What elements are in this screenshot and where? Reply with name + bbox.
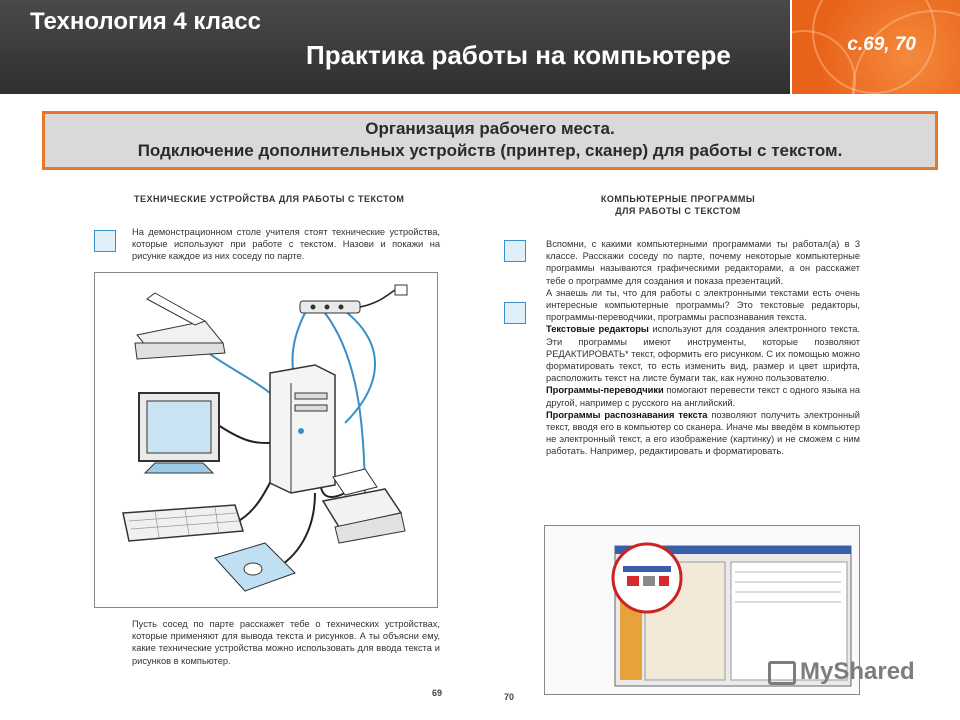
page-70-paragraph-2: А знаешь ли ты, что для работы с электронными текстами есть очень интересные компьютерные программы? Это текстовые редакторы, программы-переводчики, программы распознавания текста. bbox=[546, 287, 860, 323]
textbook-page-70 bbox=[492, 180, 864, 708]
page-70-paragraph-5: Программы распознавания текста позволяют получить электронный текст, вводя его в компьютер со сканера. Иначе мы введём в компьютер не электронный текст, а его изображение (картинку) и не сможем с ним работать. Например, редактировать и форматировать. bbox=[546, 409, 860, 457]
site-watermark: MyShared bbox=[768, 658, 915, 686]
page-69-heading: ТЕХНИЧЕСКИЕ УСТРОЙСТВА ДЛЯ РАБОТЫ С ТЕКСТОМ bbox=[134, 194, 405, 204]
pupil-icon bbox=[504, 302, 526, 324]
title-bar bbox=[0, 0, 790, 94]
lesson-title: Практика работы на компьютере bbox=[306, 40, 731, 70]
devices-illustration bbox=[94, 272, 438, 608]
presentation-icon bbox=[768, 661, 796, 685]
textbook-page-69 bbox=[94, 180, 470, 708]
page-reference: с.69, 70 bbox=[847, 34, 916, 55]
page-70-heading-2: ДЛЯ РАБОТЫ С ТЕКСТОМ bbox=[615, 206, 741, 216]
page-70-paragraph-3: Текстовые редакторы используют для создания электронного текста. Эти программы имеют инструменты, которые позволяют РЕДАКТИРОВАТЬ* текст, оформить его рисунком. С их помощью можно форматировать текст, то есть изменить вид, размер и цвет шрифта, расположить текст на листе бумаги так, как нужно пользователю. bbox=[546, 324, 860, 384]
pupil-icon bbox=[504, 240, 526, 262]
orange-corner-panel bbox=[792, 0, 960, 94]
term-text-editors: Текстовые редакторы bbox=[546, 324, 649, 335]
topic-banner bbox=[42, 111, 938, 170]
term-translators: Программы-переводчики bbox=[546, 385, 664, 396]
page-number-70: 70 bbox=[504, 692, 515, 702]
course-title: Технология 4 класс bbox=[30, 8, 262, 35]
term-ocr: Программы распознавания текста bbox=[546, 409, 708, 420]
topic-line-2: Подключение дополнительных устройств (принтер, сканер) для работы с текстом. bbox=[137, 141, 843, 160]
topic-line-1: Организация рабочего места. bbox=[365, 119, 615, 138]
devices-drawing bbox=[95, 273, 437, 607]
page-69-bottom-text: Пусть сосед по парте расскажет тебе о технических устройствах, которые применяют для вывода текста и рисунков. А ты объясни ему, какие технические устройства можно использовать для ввода текста и рисунков в компьютер. bbox=[132, 619, 440, 666]
page-69-intro: На демонстрационном столе учителя стоят технические устройства, которые используют при работе с текстом. Назови и покажи на рисунке каждое из них соседу по парте. bbox=[132, 227, 440, 262]
page-70-heading-1: КОМПЬЮТЕРНЫЕ ПРОГРАММЫ bbox=[600, 194, 756, 204]
page-70-text-block bbox=[546, 238, 860, 458]
page-number-69: 69 bbox=[432, 688, 443, 698]
page-70-paragraph-1: Вспомни, с какими компьютерными программами ты работал(а) в 3 классе. Расскажи соседу по парте, почему некоторые компьютерные программы называются графическими редакторами, а он расскажет тебе о программе для создания и показа презентаций. bbox=[546, 239, 860, 286]
page-70-paragraph-4: Программы-переводчики помогают перевести текст с одного языка на другой, например с русского на английский. bbox=[546, 385, 860, 408]
pupil-icon bbox=[94, 230, 116, 252]
